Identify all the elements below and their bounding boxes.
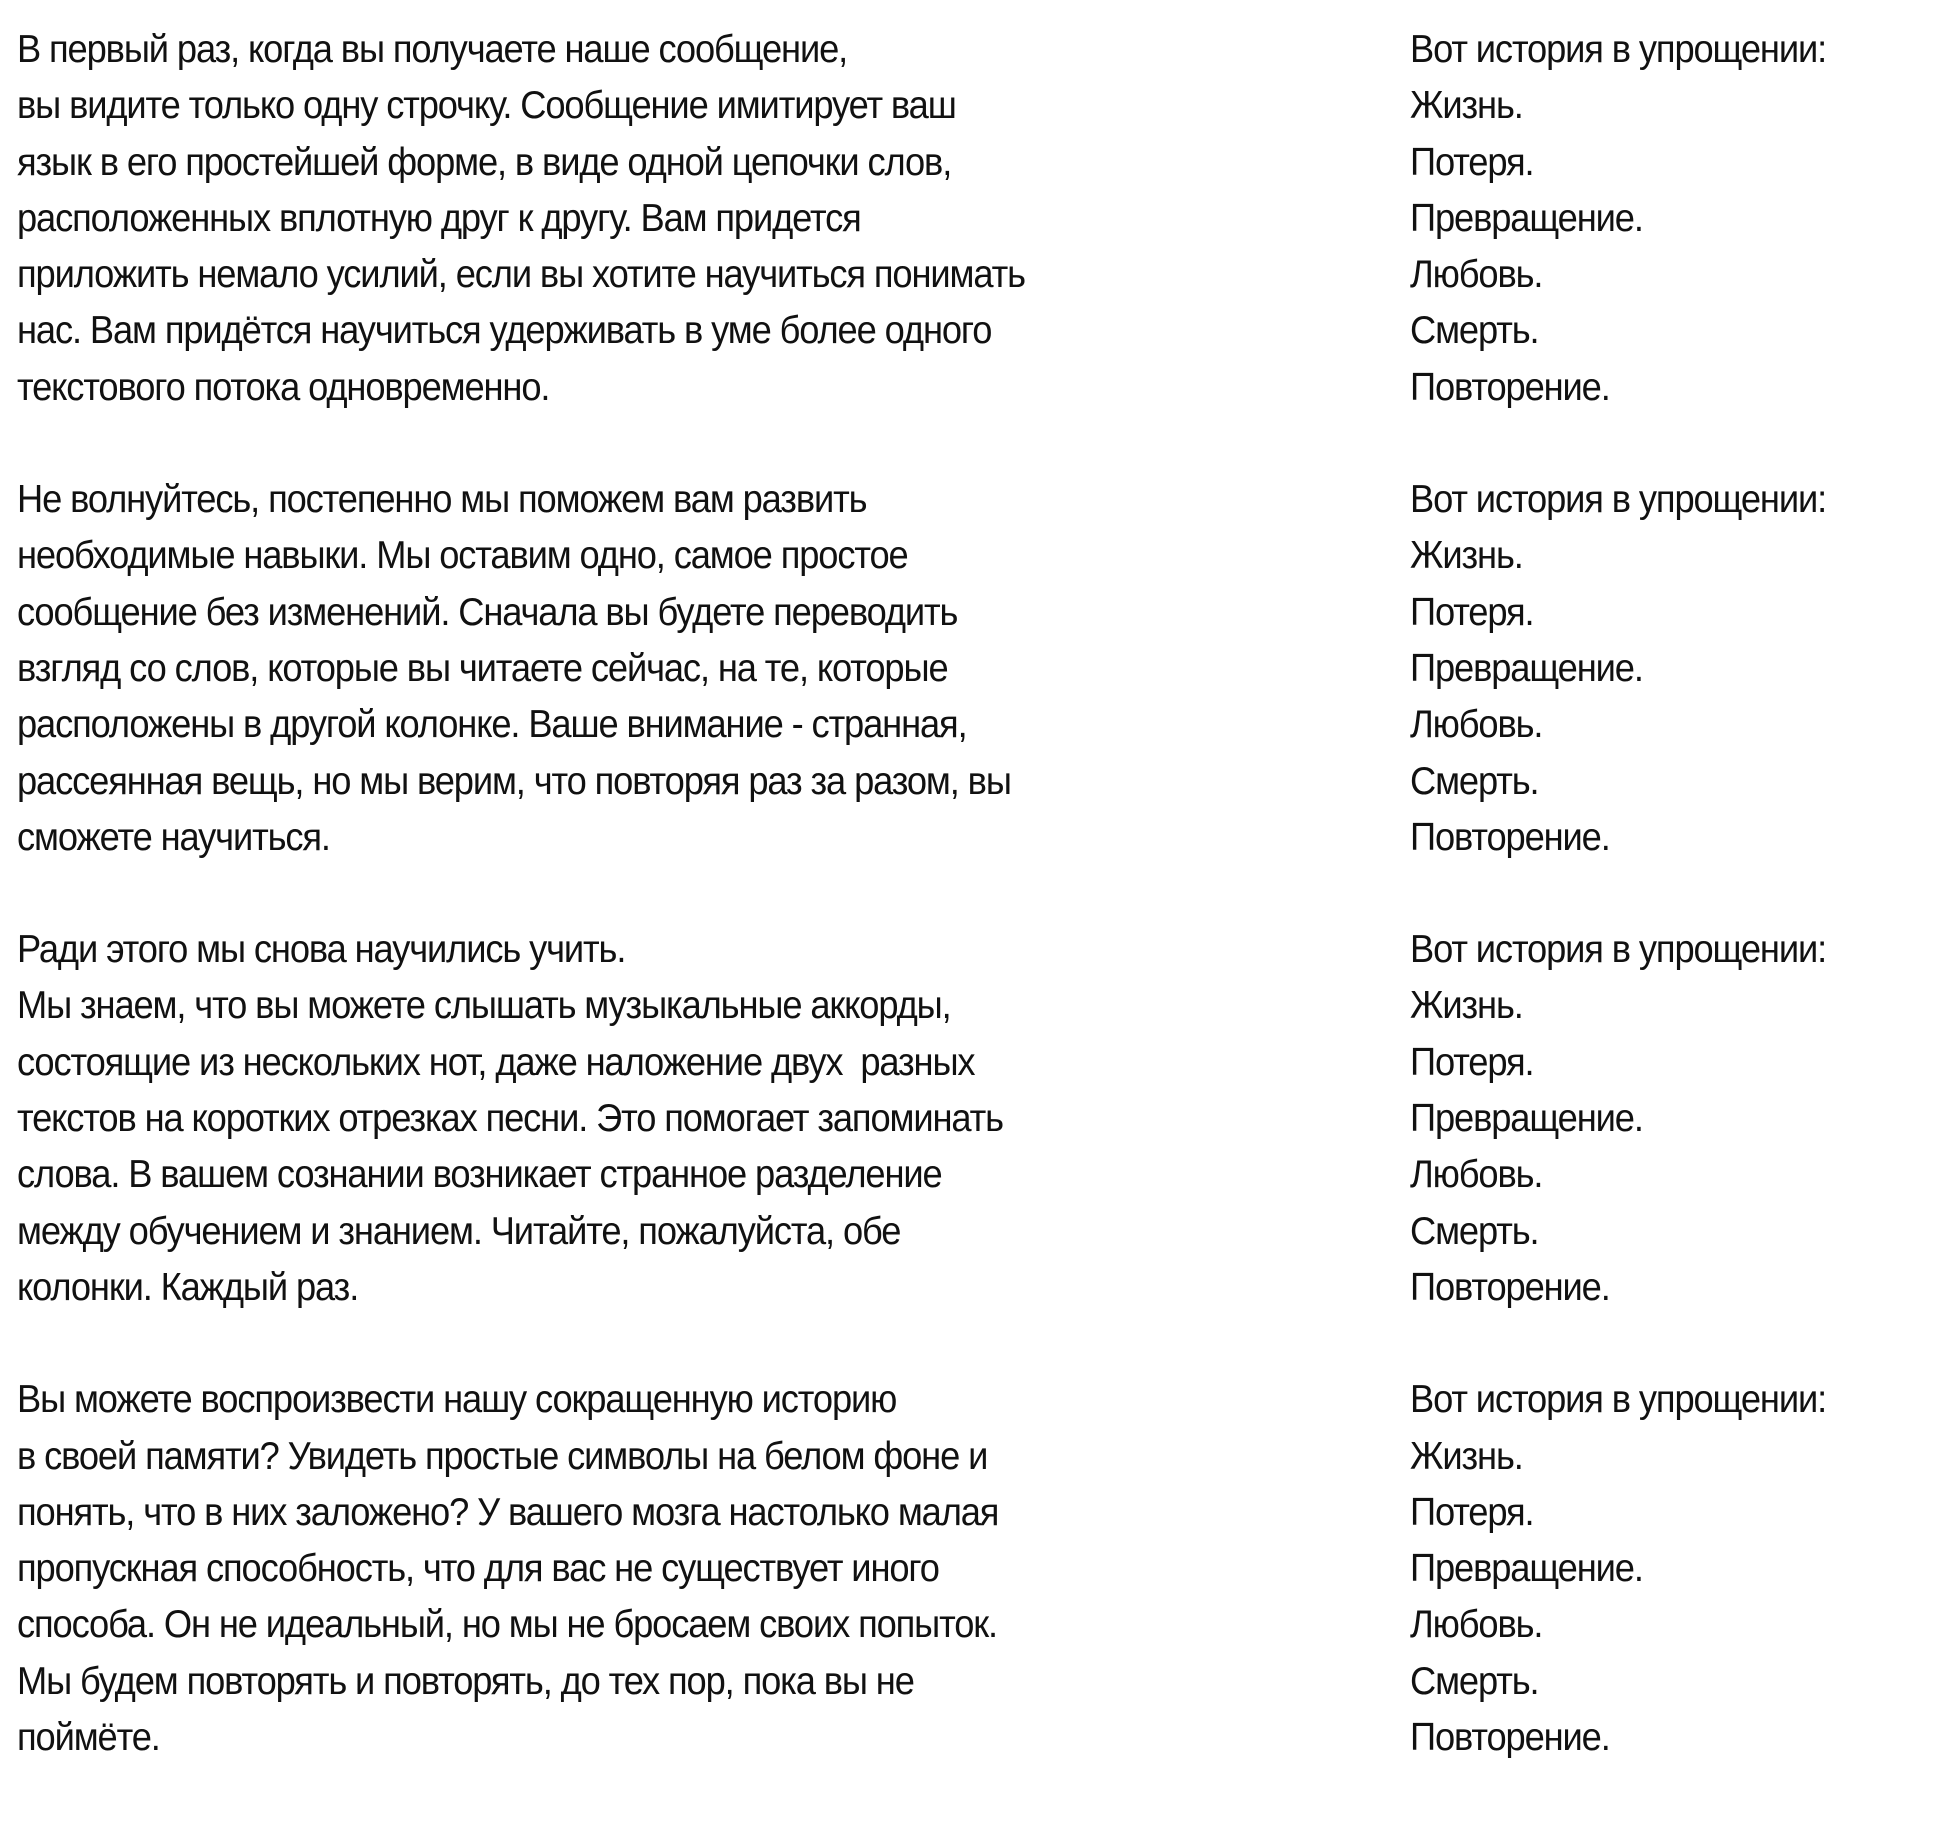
text-line: понять, что в них заложено? У вашего мозга настолько малая — [17, 1490, 999, 1534]
story-item: Смерть. — [1410, 309, 1539, 353]
text-line: Не волнуйтесь, постепенно мы поможем вам развить — [17, 478, 867, 522]
text-line: приложить немало усилий, если вы хотите научиться понимать — [17, 253, 1025, 297]
story-item: Превращение. — [1410, 1097, 1643, 1141]
story-item: Любовь. — [1410, 703, 1543, 747]
story-item: Жизнь. — [1410, 984, 1523, 1028]
story-item: Повторение. — [1410, 1716, 1610, 1760]
story-item: Потеря. — [1410, 1040, 1534, 1084]
text-line: язык в его простейшей форме, в виде одной цепочки слов, — [17, 140, 952, 184]
text-line: текстового потока одновременно. — [17, 365, 550, 409]
main-column-paragraph — [17, 472, 1410, 866]
side-column-story — [1410, 472, 1930, 866]
text-line: Мы знаем, что вы можете слышать музыкальные аккорды, — [17, 984, 951, 1028]
story-item: Превращение. — [1410, 1547, 1643, 1591]
text-line: вы видите только одну строчку. Сообщение имитирует ваш — [17, 84, 956, 128]
text-line: поймёте. — [17, 1716, 160, 1760]
story-item: Потеря. — [1410, 140, 1534, 184]
story-heading: Вот история в упрощении: — [1410, 28, 1827, 71]
story-item: Превращение. — [1410, 646, 1643, 690]
text-line: расположены в другой колонке. Ваше внимание - странная, — [17, 703, 967, 747]
story-item: Потеря. — [1410, 590, 1534, 634]
main-column-paragraph — [17, 1372, 1410, 1766]
story-item: Смерть. — [1410, 1209, 1539, 1253]
story-item: Любовь. — [1410, 1153, 1543, 1197]
text-line: Мы будем повторять и повторять, до тех пор, пока вы не — [17, 1659, 914, 1703]
text-line: нас. Вам придётся научиться удерживать в уме более одного — [17, 309, 992, 353]
text-line: колонки. Каждый раз. — [17, 1265, 359, 1309]
text-line: текстов на коротких отрезках песни. Это помогает запоминать — [17, 1097, 1003, 1141]
story-item: Любовь. — [1410, 1603, 1543, 1647]
story-item: Повторение. — [1410, 815, 1610, 859]
text-line: в своей памяти? Увидеть простые символы на белом фоне и — [17, 1434, 988, 1478]
story-item: Повторение. — [1410, 365, 1610, 409]
story-item: Превращение. — [1410, 196, 1643, 240]
main-column-paragraph — [17, 22, 1410, 416]
story-item: Повторение. — [1410, 1265, 1610, 1309]
story-item: Смерть. — [1410, 759, 1539, 803]
document — [17, 22, 1947, 1822]
text-line: взгляд со слов, которые вы читаете сейчас, на те, которые — [17, 646, 948, 690]
text-line: между обучением и знанием. Читайте, пожалуйста, обе — [17, 1209, 901, 1253]
text-line: сможете научиться. — [17, 815, 330, 859]
story-item: Любовь. — [1410, 253, 1543, 297]
story-item: Потеря. — [1410, 1490, 1534, 1534]
paragraph-block-1 — [17, 22, 1947, 416]
text-line: состоящие из нескольких нот, даже наложение двух разных — [17, 1040, 975, 1084]
text-line: сообщение без изменений. Сначала вы будете переводить — [17, 590, 958, 634]
story-item: Жизнь. — [1410, 84, 1523, 128]
text-line: необходимые навыки. Мы оставим одно, самое простое — [17, 534, 908, 578]
story-heading: Вот история в упрощении: — [1410, 1378, 1827, 1422]
story-heading: Вот история в упрощении: — [1410, 478, 1827, 522]
text-line: В первый раз, когда вы получаете наше сообщение, — [17, 28, 848, 71]
text-line: слова. В вашем сознании возникает странное разделение — [17, 1153, 942, 1197]
story-item: Жизнь. — [1410, 1434, 1523, 1478]
story-item: Смерть. — [1410, 1659, 1539, 1703]
paragraph-block-3 — [17, 922, 1947, 1316]
text-line: Вы можете воспроизвести нашу сокращенную историю — [17, 1378, 897, 1422]
text-line: способа. Он не идеальный, но мы не бросаем своих попыток. — [17, 1603, 997, 1647]
side-column-story — [1410, 1372, 1930, 1766]
story-heading: Вот история в упрощении: — [1410, 928, 1827, 972]
side-column-story — [1410, 922, 1930, 1316]
side-column-story — [1410, 22, 1930, 416]
paragraph-block-2 — [17, 472, 1947, 866]
text-line: Ради этого мы снова научились учить. — [17, 928, 626, 972]
story-item: Жизнь. — [1410, 534, 1523, 578]
main-column-paragraph — [17, 922, 1410, 1316]
text-line: пропускная способность, что для вас не существует иного — [17, 1547, 939, 1591]
text-line: расположенных вплотную друг к другу. Вам придется — [17, 196, 861, 240]
text-line: рассеянная вещь, но мы верим, что повторяя раз за разом, вы — [17, 759, 1011, 803]
paragraph-block-4 — [17, 1372, 1947, 1766]
